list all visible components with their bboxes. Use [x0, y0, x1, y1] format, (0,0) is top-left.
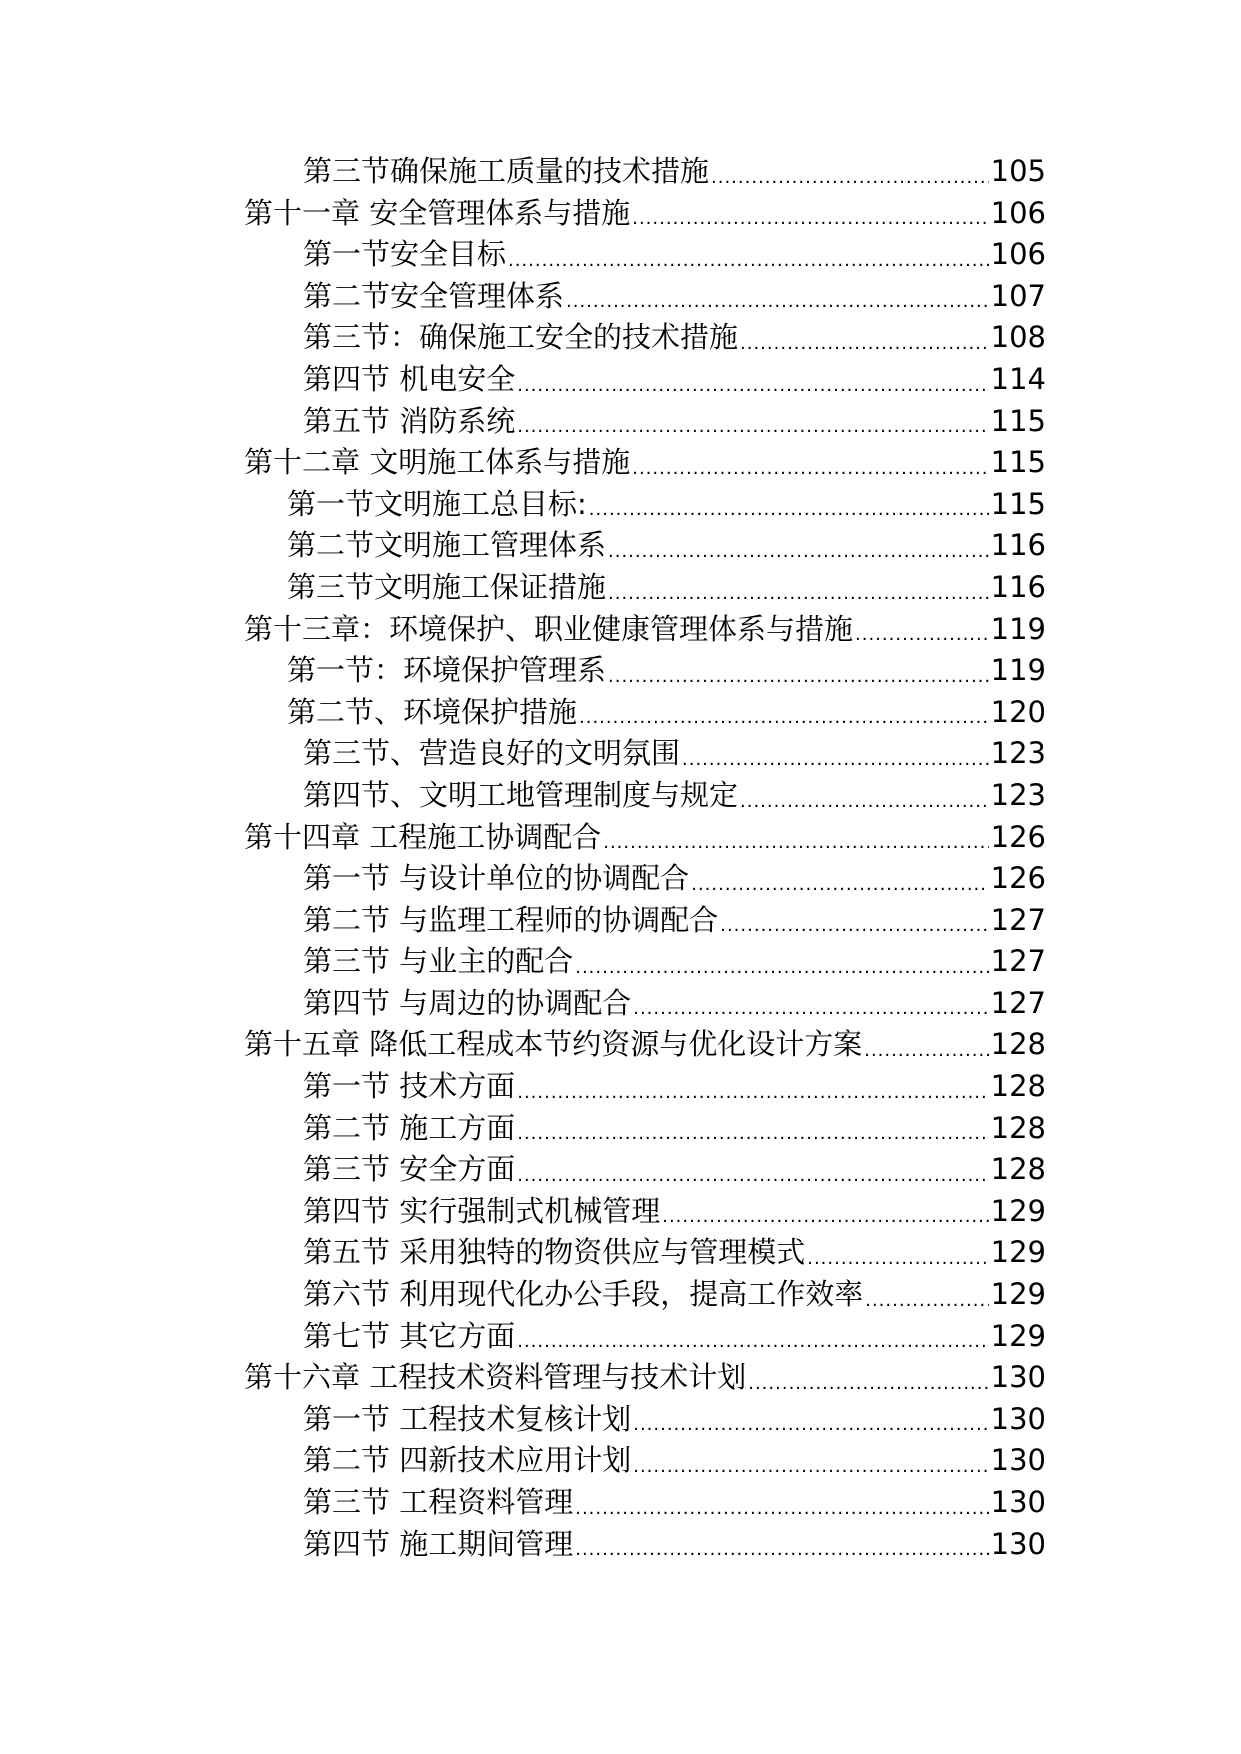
toc-entry-title: 第二节文明施工管理体系 — [287, 528, 607, 563]
toc-page-number: 130 — [990, 1360, 1046, 1395]
toc-dot-leader — [864, 1024, 988, 1066]
toc-entry-title: 第十一章 安全管理体系与措施 — [244, 195, 631, 230]
toc-page-number: 129 — [990, 1235, 1046, 1270]
toc-dot-leader — [740, 775, 989, 817]
toc-entry-title: 第三节文明施工保证措施 — [287, 569, 607, 604]
toc-dot-leader — [608, 567, 989, 609]
toc-page-number: 126 — [990, 819, 1046, 854]
toc-entry-title: 第四节 机电安全 — [303, 361, 516, 396]
toc-page-number: 127 — [990, 944, 1046, 979]
toc-section-entry[interactable] — [0, 1440, 1046, 1482]
toc-section-entry[interactable] — [0, 1066, 1046, 1108]
toc-section-entry[interactable] — [0, 1232, 1046, 1274]
toc-section-entry[interactable] — [0, 650, 1046, 692]
toc-page-number: 108 — [990, 320, 1046, 355]
toc-page-number: 130 — [990, 1485, 1046, 1519]
toc-entry-title: 第一节文明施工总目标: — [287, 486, 587, 521]
toc-page-number: 123 — [990, 736, 1046, 771]
toc-section-entry[interactable] — [0, 983, 1046, 1025]
toc-page-number: 130 — [990, 1401, 1046, 1436]
toc-section-entry[interactable] — [0, 484, 1046, 526]
toc-page-number: 129 — [990, 1318, 1046, 1353]
toc-dot-leader — [579, 692, 989, 734]
toc-section-entry[interactable] — [0, 317, 1046, 359]
toc-page-number: 114 — [990, 361, 1046, 396]
toc-page-number: 127 — [990, 902, 1046, 937]
toc-entry-title: 第三节 安全方面 — [303, 1152, 516, 1187]
toc-page-number: 116 — [990, 528, 1046, 563]
toc-dot-leader — [633, 1399, 988, 1441]
toc-page-number: 130 — [990, 1443, 1046, 1478]
toc-page-number: 123 — [990, 777, 1046, 812]
toc-entry-title: 第十二章 文明施工体系与措施 — [244, 445, 631, 480]
toc-dot-leader — [662, 1191, 988, 1233]
toc-page-number: 106 — [990, 237, 1046, 272]
toc-page-number: 115 — [990, 403, 1046, 438]
toc-section-entry[interactable] — [0, 733, 1046, 775]
toc-entry-title: 第一节 技术方面 — [303, 1069, 516, 1104]
toc-section-entry[interactable] — [0, 151, 1046, 193]
toc-entry-title: 第二节安全管理体系 — [303, 278, 565, 313]
toc-page-number: 119 — [990, 611, 1046, 646]
toc-dot-leader — [575, 941, 988, 983]
toc-chapter-entry[interactable] — [0, 193, 1046, 235]
toc-entry-title: 第十六章 工程技术资料管理与技术计划 — [244, 1360, 747, 1395]
toc-entry-title: 第四节、文明工地管理制度与规定 — [303, 777, 739, 812]
toc-dot-leader — [603, 817, 988, 859]
toc-entry-title: 第十五章 降低工程成本节约资源与优化设计方案 — [244, 1027, 863, 1062]
toc-dot-leader — [517, 401, 988, 443]
toc-section-entry[interactable] — [0, 276, 1046, 318]
toc-page-number: 115 — [990, 445, 1046, 480]
toc-entry-title: 第一节 工程技术复核计划 — [303, 1401, 632, 1436]
toc-page-number: 126 — [990, 861, 1046, 896]
toc-dot-leader — [608, 525, 989, 567]
table-of-contents — [0, 151, 1241, 1565]
toc-page-number: 130 — [990, 1526, 1046, 1561]
toc-dot-leader — [720, 900, 988, 942]
toc-dot-leader — [807, 1232, 988, 1274]
toc-section-entry[interactable] — [0, 401, 1046, 443]
toc-section-entry[interactable] — [0, 359, 1046, 401]
toc-entry-title: 第三节：确保施工安全的技术措施 — [303, 320, 739, 355]
toc-section-entry[interactable] — [0, 1149, 1046, 1191]
toc-dot-leader — [855, 609, 989, 651]
toc-entry-title: 第五节 消防系统 — [303, 403, 516, 438]
toc-entry-title: 第一节安全目标 — [303, 237, 507, 272]
toc-dot-leader — [633, 1440, 988, 1482]
toc-section-entry[interactable] — [0, 1399, 1046, 1441]
toc-dot-leader — [508, 234, 989, 276]
toc-page-number: 127 — [990, 985, 1046, 1020]
toc-dot-leader — [608, 650, 989, 692]
toc-page-number: 120 — [990, 694, 1046, 729]
toc-page-number: 128 — [990, 1069, 1046, 1104]
toc-dot-leader — [589, 484, 989, 526]
toc-dot-leader — [632, 193, 988, 235]
toc-page-number: 106 — [990, 195, 1046, 230]
toc-section-entry[interactable] — [0, 1316, 1046, 1358]
toc-dot-leader — [691, 858, 988, 900]
toc-section-entry[interactable] — [0, 1274, 1046, 1316]
toc-entry-title: 第三节 工程资料管理 — [303, 1485, 574, 1519]
toc-dot-leader — [682, 733, 989, 775]
toc-chapter-entry[interactable] — [0, 609, 1046, 651]
toc-entry-title: 第三节 与业主的配合 — [303, 944, 574, 979]
toc-section-entry[interactable] — [0, 567, 1046, 609]
toc-page-number: 128 — [990, 1027, 1046, 1062]
toc-page-number: 116 — [990, 569, 1046, 604]
toc-entry-title: 第二节、环境保护措施 — [287, 694, 578, 729]
toc-dot-leader — [575, 1524, 988, 1566]
toc-entry-title: 第三节确保施工质量的技术措施 — [303, 154, 710, 188]
toc-section-entry[interactable] — [0, 858, 1046, 900]
toc-page-number: 129 — [990, 1277, 1046, 1312]
toc-entry-title: 第二节 与监理工程师的协调配合 — [303, 902, 719, 937]
toc-dot-leader — [740, 317, 989, 359]
toc-entry-title: 第六节 利用现代化办公手段，提高工作效率 — [303, 1277, 864, 1312]
toc-entry-title: 第十三章：环境保护、职业健康管理体系与措施 — [244, 611, 854, 646]
toc-section-entry[interactable] — [0, 1191, 1046, 1233]
toc-section-entry[interactable] — [0, 1482, 1046, 1524]
toc-entry-title: 第二节 四新技术应用计划 — [303, 1443, 632, 1478]
toc-entry-title: 第四节 施工期间管理 — [303, 1526, 574, 1561]
toc-section-entry[interactable] — [0, 234, 1046, 276]
toc-dot-leader — [575, 1482, 988, 1524]
toc-section-entry[interactable] — [0, 525, 1046, 567]
toc-section-entry[interactable] — [0, 1524, 1046, 1566]
toc-page-number: 119 — [990, 653, 1046, 688]
toc-chapter-entry[interactable] — [0, 1024, 1046, 1066]
toc-entry-title: 第五节 采用独特的物资供应与管理模式 — [303, 1235, 806, 1270]
toc-chapter-entry[interactable] — [0, 442, 1046, 484]
toc-dot-leader — [865, 1274, 988, 1316]
toc-chapter-entry[interactable] — [0, 1357, 1046, 1399]
toc-section-entry[interactable] — [0, 692, 1046, 734]
toc-section-entry[interactable] — [0, 1108, 1046, 1150]
toc-chapter-entry[interactable] — [0, 817, 1046, 859]
toc-entry-title: 第四节 与周边的协调配合 — [303, 985, 632, 1020]
toc-page-number: 129 — [990, 1193, 1046, 1228]
toc-dot-leader — [517, 1066, 988, 1108]
toc-entry-title: 第七节 其它方面 — [303, 1318, 516, 1353]
toc-entry-title: 第一节 与设计单位的协调配合 — [303, 861, 690, 896]
toc-dot-leader — [517, 1108, 988, 1150]
toc-dot-leader — [517, 359, 988, 401]
toc-page-number: 115 — [990, 486, 1046, 521]
toc-dot-leader — [517, 1149, 988, 1191]
toc-page-number: 128 — [990, 1152, 1046, 1187]
toc-entry-title: 第一节：环境保护管理系 — [287, 653, 607, 688]
toc-section-entry[interactable] — [0, 900, 1046, 942]
toc-entry-title: 第十四章 工程施工协调配合 — [244, 819, 602, 854]
toc-page-number: 105 — [990, 154, 1046, 188]
toc-dot-leader — [517, 1316, 988, 1358]
toc-dot-leader — [632, 442, 988, 484]
toc-dot-leader — [633, 983, 988, 1025]
toc-dot-leader — [748, 1357, 988, 1399]
toc-entry-title: 第三节、营造良好的文明氛围 — [303, 736, 681, 771]
toc-dot-leader — [711, 151, 989, 193]
toc-dot-leader — [566, 276, 989, 318]
toc-page-number: 128 — [990, 1110, 1046, 1145]
toc-section-entry[interactable] — [0, 775, 1046, 817]
toc-entry-title: 第四节 实行强制式机械管理 — [303, 1193, 661, 1228]
toc-section-entry[interactable] — [0, 941, 1046, 983]
toc-entry-title: 第二节 施工方面 — [303, 1110, 516, 1145]
toc-page-number: 107 — [990, 278, 1046, 313]
